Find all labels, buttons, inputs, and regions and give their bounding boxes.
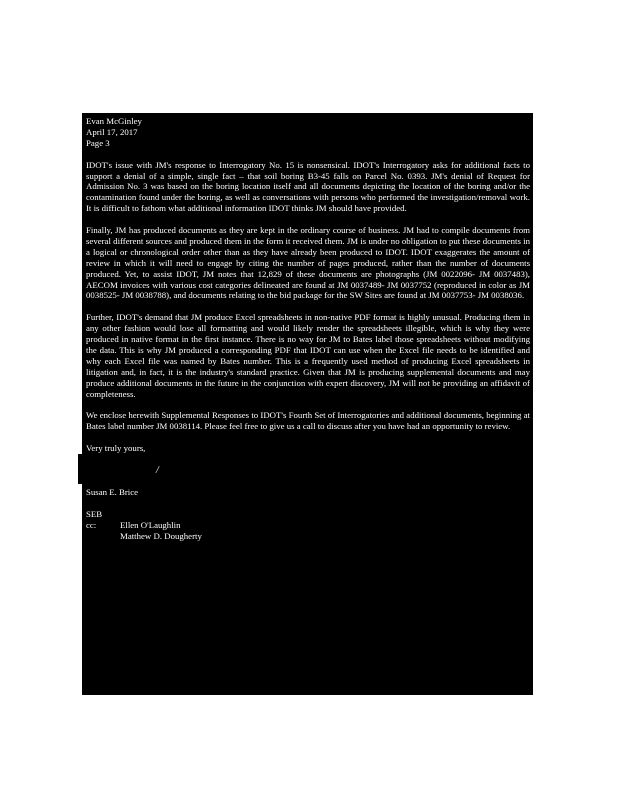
cc-block [86, 520, 530, 542]
paragraph-documents: Finally, JM has produced documents as they are kept in the ordinary course of business. JM had to compile documents from several different sources and produced them in the form it received them. JM is under no obligation to put these documents in a logical or chronological order other than as they have already been produced to IDOT. IDOT exaggerates the amount of review in which it will need to engage by citing the number of pages produced, rather than the number of documents produced. Yet, to assist IDOT, JM notes that 12,829 of these documents are photographs (JM 0022096- JM 0037483), AECOM invoices with various cost categories delineated are found at JM 0037489- JM 0037752 (reproduced in color as JM 0038525- JM 0038788), and documents relating to the bid package for the SW Sites are found at JM 0037753- JM 0038036. [86, 225, 530, 301]
letter-date: April 17, 2017 [86, 126, 138, 137]
signature-redaction [78, 454, 158, 484]
letter-header [86, 116, 530, 149]
initials: SEB [86, 508, 103, 519]
signature-area [86, 454, 530, 487]
letter-page [82, 113, 533, 695]
page-number: Page 3 [86, 137, 110, 148]
recipient-name: Evan McGinley [86, 116, 142, 126]
signature-mark: / [156, 465, 159, 477]
cc-recipient: Matthew D. Dougherty [120, 530, 202, 541]
paragraph-enclosure: We enclose herewith Supplemental Responses to IDOT's Fourth Set of Interrogatories and additional documents, beginning at Bates label number JM 0038114. Please feel free to give us a call to discuss after you have had an opportunity to review. [86, 410, 530, 432]
closing: Very truly yours, [86, 443, 146, 454]
signer-name: Susan E. Brice [86, 487, 139, 498]
paragraph-excel: Further, IDOT's demand that JM produce Excel spreadsheets in non-native PDF format is highly unusual. Producing them in any other fashion would lose all formatting and would likely render the spreadsheets illegible, which is why they were produced in native format in the first instance. There is no way for JM to Bates label those spreadsheets without modifying the data. This is why JM produced a corresponding PDF that IDOT can use when the Excel file needs to be identified and why each Excel file was named by Bates number. This is a frequently used method of producing Excel spreadsheets in litigation and, in fact, it is the industry's standard practice. Given that JM is producing supplemental documents and may produce additional documents in the future in the conjunction with expert discovery, JM will not be providing an affidavit of completeness. [86, 312, 530, 399]
cc-label: cc: [86, 519, 97, 530]
cc-recipient: Ellen O'Laughlin [120, 519, 181, 530]
paragraph-interrogatory: IDOT's issue with JM's response to Interrogatory No. 15 is nonsensical. IDOT's Interrogatory asks for additional facts to support a denial of a simple, single fact – that soil boring B3-45 falls on Parcel No. 0393. JM's denial of Request for Admission No. 3 was based on the boring location itself and all documents depicting the location of the boring and/or the contamination found under the boring, as well as conversations with persons who performed the investigation/removal work. It is difficult to fathom what additional information IDOT thinks JM should have provided. [86, 159, 530, 214]
